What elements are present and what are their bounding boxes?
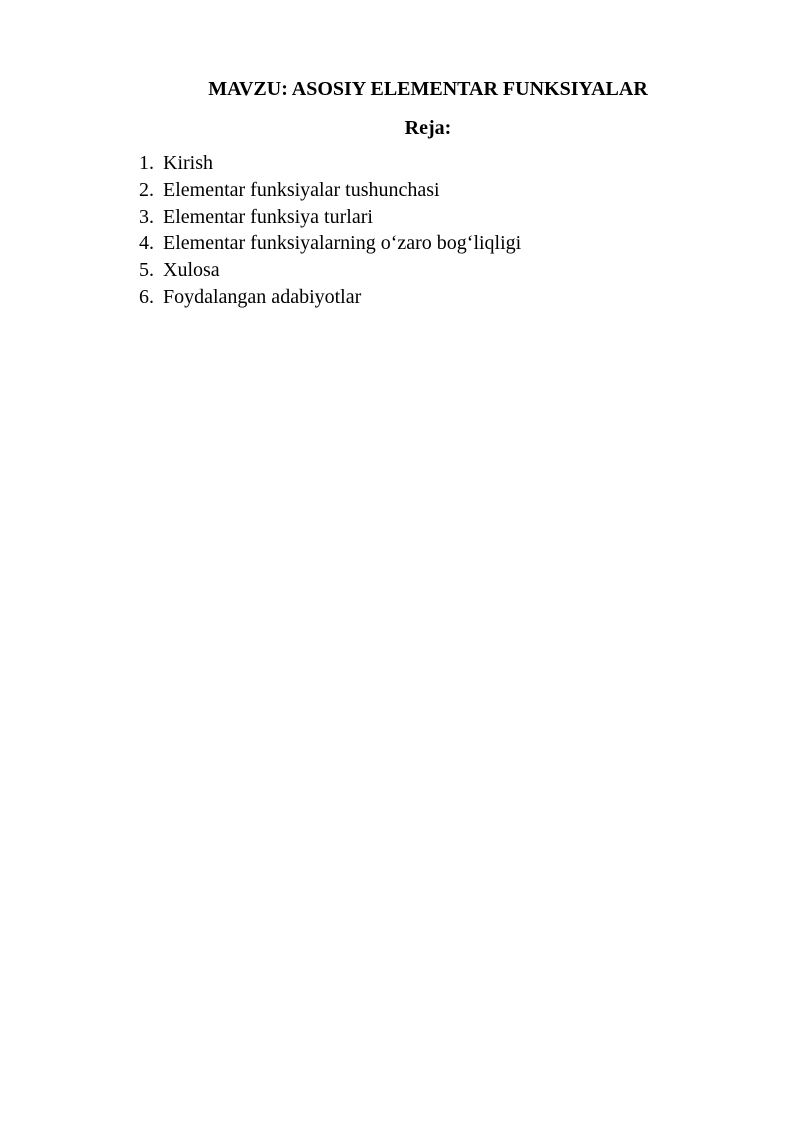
list-item-text: Elementar funksiyalar tushunchasi	[163, 178, 440, 201]
list-item-number: 3.	[139, 205, 154, 228]
plan-list	[139, 150, 521, 311]
list-item	[139, 257, 521, 284]
list-item-text: Elementar funksiya turlari	[163, 205, 373, 228]
list-item	[139, 204, 521, 231]
list-item-number: 5.	[139, 259, 154, 282]
list-item-number: 6.	[139, 285, 154, 308]
plan-heading: Reja:	[404, 117, 452, 139]
list-item-number: 4.	[139, 232, 154, 255]
list-item-text: Elementar funksiyalarning o‘zaro bog‘liqligi	[163, 232, 522, 255]
list-item-number: 1.	[139, 152, 154, 174]
list-item-text: Xulosa	[163, 259, 220, 282]
page-title: MAVZU: ASOSIY ELEMENTAR FUNKSIYALAR	[208, 78, 648, 100]
list-item	[139, 150, 521, 177]
list-item-text: Kirish	[163, 152, 213, 174]
list-item-number: 2.	[139, 178, 154, 201]
list-item	[139, 230, 521, 257]
list-item	[139, 177, 521, 204]
list-item	[139, 284, 521, 311]
list-item-text: Foydalangan adabiyotlar	[163, 285, 362, 308]
